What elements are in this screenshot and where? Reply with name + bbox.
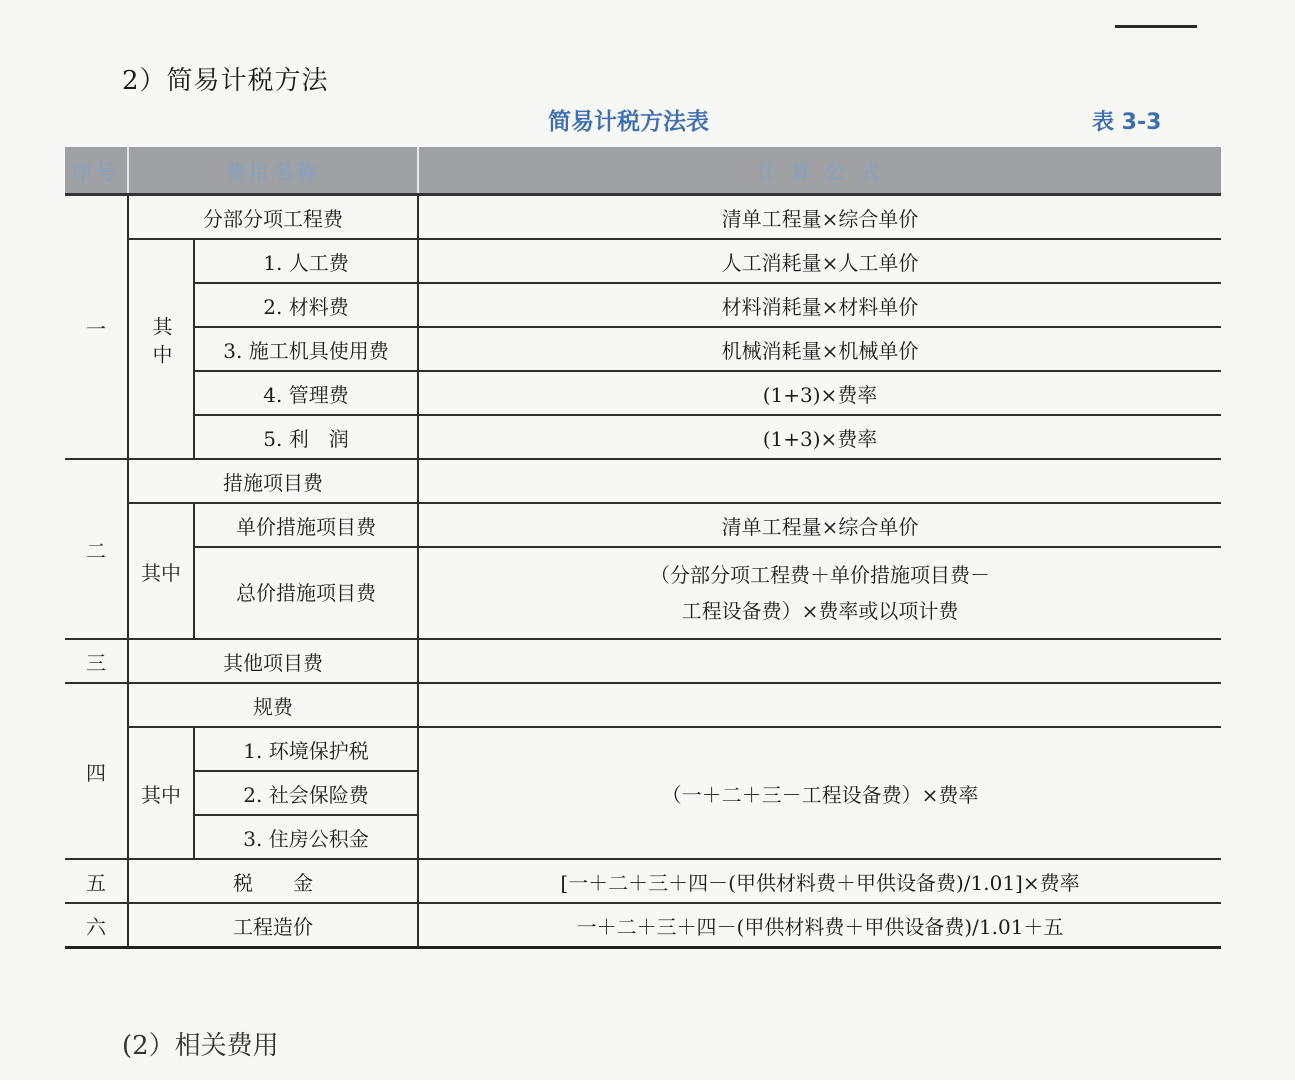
- header-seq: 序号: [65, 147, 128, 195]
- name-cell: 措施项目费: [128, 459, 418, 503]
- table-row: [65, 239, 1221, 283]
- group-label-cell: 其中: [128, 727, 194, 859]
- seq-cell: 三: [65, 639, 128, 683]
- table-row: [65, 547, 1221, 639]
- tax-method-table: [65, 147, 1221, 991]
- formula-cell: （一＋二＋三－工程设备费）×费率: [418, 727, 1221, 859]
- group-label: 其中: [149, 316, 173, 372]
- table-row: [65, 195, 1221, 240]
- formula-cell: (1+3)×费率: [418, 371, 1221, 415]
- formula-cell: [418, 547, 1221, 639]
- seq-cell: 四: [65, 683, 128, 859]
- next-section-heading: (2）相关费用: [122, 1031, 279, 1061]
- formula-line: （分部分项工程费＋单价措施项目费－: [650, 563, 990, 587]
- table-row: [65, 503, 1221, 547]
- seq-cell: 一: [65, 195, 128, 460]
- formula-cell: 清单工程量×综合单价: [418, 503, 1221, 547]
- name-cell: 3. 施工机具使用费: [194, 327, 418, 371]
- table-row: [65, 415, 1221, 459]
- name-cell: 单价措施项目费: [194, 503, 418, 547]
- name-cell: 其他项目费: [128, 639, 418, 683]
- group-label-cell: [128, 239, 194, 459]
- formula-cell: [418, 639, 1221, 683]
- table-row: [65, 283, 1221, 327]
- name-cell: 工程造价: [128, 903, 418, 948]
- formula-line: 工程设备费）×费率或以项计费: [681, 599, 959, 623]
- table-row: [65, 327, 1221, 371]
- table-number: 表 3-3: [1092, 110, 1162, 135]
- header-name: 费用名称: [128, 147, 418, 195]
- name-cell: 规费: [128, 683, 418, 727]
- name-cell: 4. 管理费: [194, 371, 418, 415]
- name-cell: 分部分项工程费: [128, 195, 418, 240]
- header-formula: 计 算 公 式: [418, 147, 1221, 195]
- name-cell: 1. 人工费: [194, 239, 418, 283]
- seq-cell: 五: [65, 859, 128, 903]
- group-label-cell: 其中: [128, 503, 194, 639]
- formula-cell: [一＋二＋三＋四－(甲供材料费＋甲供设备费)/1.01]×费率: [418, 859, 1221, 903]
- formula-cell: [418, 459, 1221, 503]
- formula-cell: 清单工程量×综合单价: [418, 195, 1221, 240]
- formula-cell: 机械消耗量×机械单价: [418, 327, 1221, 371]
- table-title: 简易计税方法表: [548, 109, 709, 135]
- name-cell: 2. 材料费: [194, 283, 418, 327]
- formula-cell: 人工消耗量×人工单价: [418, 239, 1221, 283]
- table-row: [65, 371, 1221, 415]
- name-cell: 税 金: [128, 859, 418, 903]
- formula-cell: (1+3)×费率: [418, 415, 1221, 459]
- section-heading: 2）简易计税方法: [122, 66, 329, 96]
- seq-cell: 六: [65, 903, 128, 948]
- table-header-row: [65, 147, 1221, 195]
- name-cell: 3. 住房公积金: [194, 815, 418, 859]
- name-cell: 2. 社会保险费: [194, 771, 418, 815]
- table-row: [65, 639, 1221, 683]
- table-row: [65, 727, 1221, 771]
- seq-cell: 二: [65, 459, 128, 639]
- name-cell: 总价措施项目费: [194, 547, 418, 639]
- table-row: [65, 459, 1221, 503]
- formula-cell: 一＋二＋三＋四－(甲供材料费＋甲供设备费)/1.01＋五: [418, 903, 1221, 948]
- table-row: [65, 859, 1221, 903]
- table-row: [65, 683, 1221, 727]
- formula-cell: [418, 683, 1221, 727]
- table-row: [65, 903, 1221, 948]
- name-cell: 5. 利 润: [194, 415, 418, 459]
- top-rule: [1115, 25, 1197, 28]
- formula-cell: 材料消耗量×材料单价: [418, 283, 1221, 327]
- name-cell: 1. 环境保护税: [194, 727, 418, 771]
